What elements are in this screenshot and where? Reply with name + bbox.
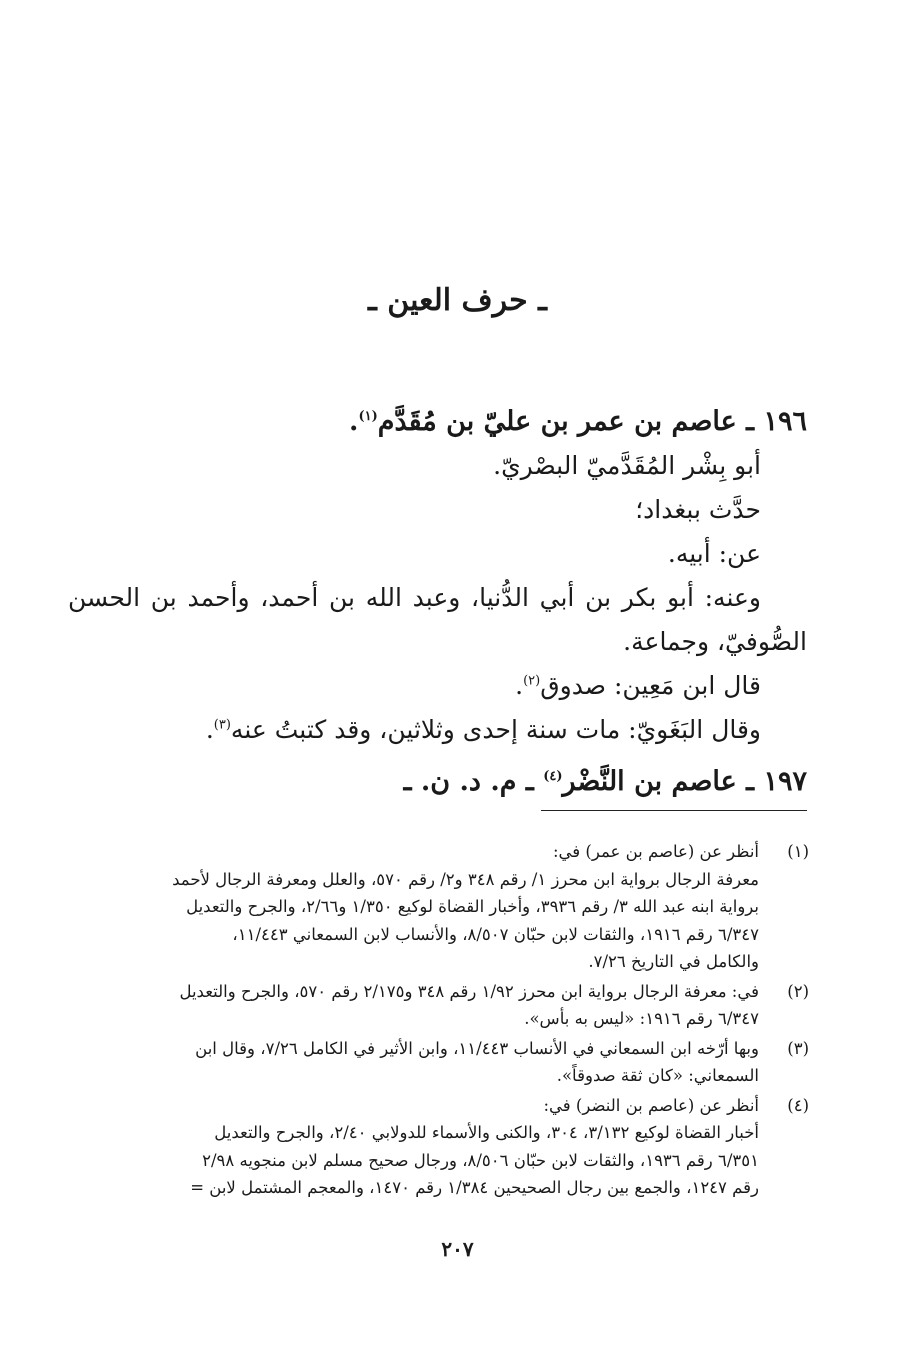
footnote-line: أخبار القضاة لوكيع ٣/١٣٢، ٣٠٤، والكنى والأسماء للدولابي ٢/٤٠، والجرح والتعديل [214, 1123, 759, 1142]
page-number: ٢٠٧ [441, 1237, 474, 1261]
footnote-number: (٤) [787, 1095, 809, 1115]
entry-196-ibn-main: قال ابن مَعِين: صدوق$^{(٢)}$. [515, 671, 761, 700]
entry-196-students-line-2: الصُّوفيّ، وجماعة. [623, 627, 807, 656]
biography-entries [68, 400, 807, 804]
footnote-4 [86, 1092, 807, 1202]
entry-196-heading: ١٩٦ ـ عاصم بن عمر بن عليّ بن مُقَدَّم$^{(١)}$. [349, 406, 807, 437]
footnote-line: السمعاني: «كان ثقة صدوقاً». [556, 1066, 759, 1085]
footnote-2 [86, 978, 807, 1033]
chapter-title: ـ حرف العين ـ [368, 283, 547, 318]
footnote-line: أنظر عن (عاصم بن النضر) في: [543, 1095, 759, 1115]
entry-197-heading: ١٩٧ ـ عاصم بن النَّضْر$^{(٤)}$ ـ م. د. ن. ـ [403, 766, 807, 797]
entry-196-students-line-1: وعنه: أبو بكر بن أبي الدُّنيا، وعبد الله بن أحمد، وأحمد بن الحسن [68, 583, 761, 612]
footnote-line: ٦/٣٤٧ رقم ١٩١٦: «ليس به بأس». [524, 1009, 759, 1028]
footnote-ref-1: (١) [358, 409, 378, 424]
footnote-separator [541, 810, 807, 811]
footnote-line: في: معرفة الرجال برواية ابن محرز ١/٩٢ رقم ٣٤٨ و٢/١٧٥ رقم ٥٧٠، والجرح والتعديل [179, 981, 759, 1001]
entry-196-kunya: أبو بِشْر المُقَدَّميّ البصْريّ. [493, 451, 761, 480]
footnote-ref-4: (٤) [543, 769, 563, 784]
footnote-line: والكامل في التاريخ ٧/٢٦. [588, 952, 759, 971]
footnote-number: (١) [787, 842, 809, 861]
footnote-3 [86, 1035, 807, 1090]
entry-196-from: عن: أبيه. [667, 539, 761, 568]
entry-196-narrated-in: حدَّث ببغداد؛ [635, 495, 761, 524]
footnote-line: معرفة الرجال برواية ابن محرز ١/ رقم ٣٤٨ و٢/ رقم ٥٧٠، والعلل ومعرفة الرجال لأحمد [172, 869, 759, 889]
footnote-ref-3: (٣) [213, 717, 231, 733]
footnote-line: ٦/٣٥١ رقم ١٩٣٦، والثقات لابن حبّان ٨/٥٠٦، ورجال صحيح مسلم لابن منجويه ٢/٩٨ [202, 1150, 759, 1170]
entry-196-baghawi: وقال البَغَويّ: مات سنة إحدى وثلاثين، وقد كتبتُ عنه$^{(٣)}$. [205, 715, 761, 744]
footnote-ref-2: (٢) [523, 673, 541, 689]
footnote-line: ٦/٣٤٧ رقم ١٩١٦، والثقات لابن حبّان ٨/٥٠٧، والأنساب لابن السمعاني ١١/٤٤٣، [232, 924, 759, 944]
entry-197-name: ١٩٧ ـ عاصم بن النَّضْر [562, 766, 807, 797]
footnote-1 [86, 838, 807, 976]
footnote-line: رقم ١٢٤٧، والجمع بين رجال الصحيحين ١/٣٨٤ رقم ١٤٧٠، والمعجم المشتمل لابن = [190, 1178, 759, 1197]
entry-196-name: ١٩٦ ـ عاصم بن عمر بن عليّ بن مُقَدَّم [377, 406, 807, 437]
footnote-line: برواية ابنه عبد الله ٣/ رقم ٣٩٣٦، وأخبار القضاة لوكيع ١/٣٥٠ و٢/٦٦، والجرح والتعديل [186, 897, 759, 916]
footnote-line: أنظر عن (عاصم بن عمر) في: [552, 842, 759, 861]
footnote-line: وبها أرّخه ابن السمعاني في الأنساب ١١/٤٤٣، وابن الأثير في الكامل ٧/٢٦، وقال ابن [195, 1038, 759, 1058]
footnote-number: (٣) [787, 1038, 809, 1058]
footnotes [86, 838, 807, 1204]
footnote-number: (٢) [787, 981, 809, 1001]
